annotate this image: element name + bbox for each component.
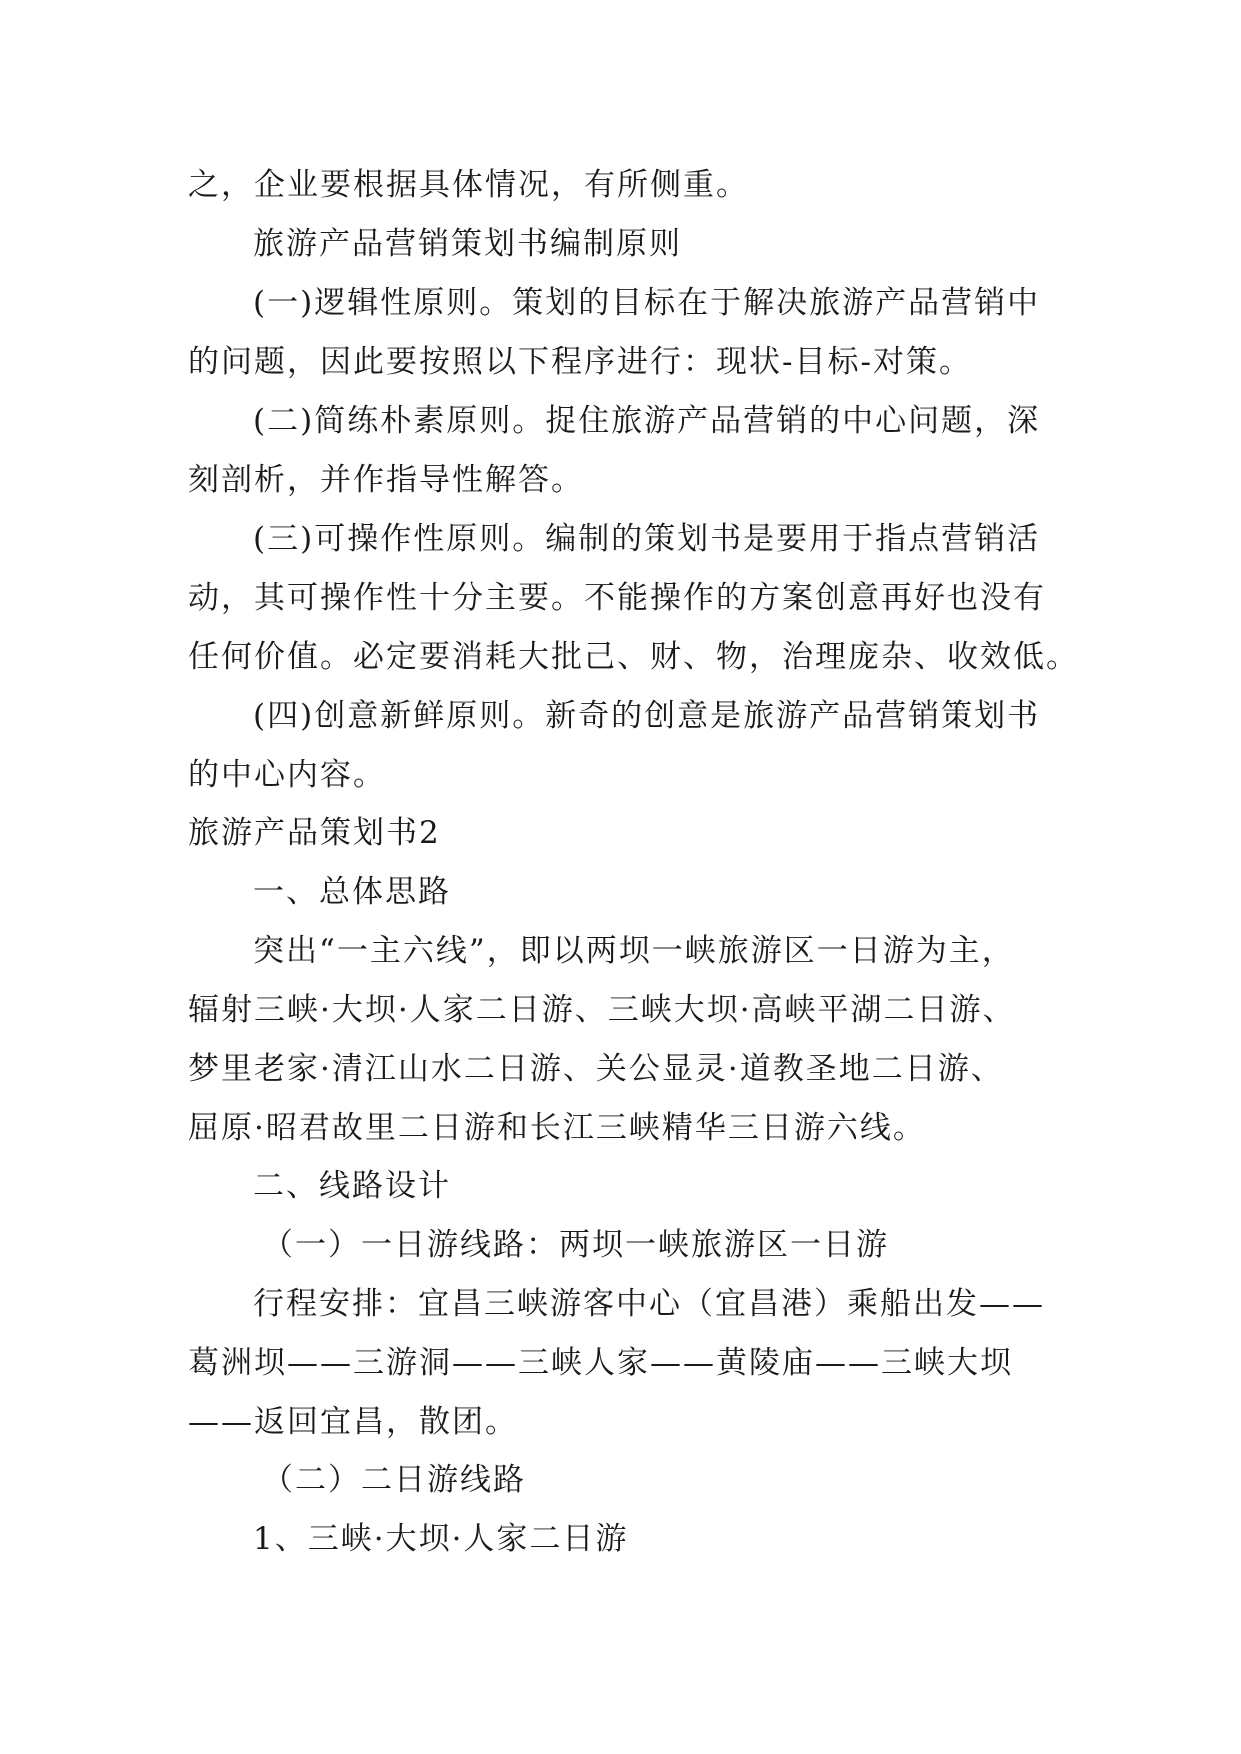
paragraph-line: 行程安排：宜昌三峡游客中心（宜昌港）乘船出发—— [253,1286,1045,1322]
list-item-heading: 1、三峡·大坝·人家二日游 [253,1521,629,1557]
paragraph-line: (四)创意新鲜原则。新奇的创意是旅游产品营销策划书 [253,698,1041,734]
paragraph-line: 葛洲坝——三游洞——三峡人家——黄陵庙——三峡大坝 [188,1345,1013,1381]
document-title: 旅游产品策划书2 [188,815,441,851]
paragraph-line: 突出“一主六线”，即以两坝一峡旅游区一日游为主， [253,933,1015,969]
paragraph-line: (二)简练朴素原则。捉住旅游产品营销的中心问题，深 [253,403,1041,439]
paragraph-line: 之，企业要根据具体情况，有所侧重。 [188,167,749,203]
paragraph-line: 辐射三峡·大坝·人家二日游、三峡大坝·高峡平湖二日游、 [188,992,1016,1028]
paragraph-line: (一)逻辑性原则。策划的目标在于解决旅游产品营销中 [253,285,1041,321]
section-heading: 旅游产品营销策划书编制原则 [253,226,682,262]
paragraph-line: 刻剖析，并作指导性解答。 [188,462,584,498]
paragraph-line: 屈原·昭君故里二日游和长江三峡精华三日游六线。 [188,1110,926,1146]
paragraph-line: 梦里老家·清江山水二日游、关公显灵·道教圣地二日游、 [188,1051,1004,1087]
section-heading: 一、总体思路 [253,874,451,910]
paragraph-line: 任何价值。必定要消耗大批己、财、物，治理庞杂、收效低。 [188,639,1079,675]
paragraph-line: 动，其可操作性十分主要。不能操作的方案创意再好也没有 [188,580,1046,616]
paragraph-line: ——返回宜昌，散团。 [188,1404,518,1440]
paragraph-line: 的问题，因此要按照以下程序进行：现状-目标-对策。 [188,344,972,380]
paragraph-line: (三)可操作性原则。编制的策划书是要用于指点营销活 [253,521,1041,557]
subsection-heading: （二）二日游线路 [262,1462,526,1498]
section-heading: 二、线路设计 [253,1168,451,1204]
subsection-heading: （一）一日游线路：两坝一峡旅游区一日游 [262,1227,889,1263]
paragraph-line: 的中心内容。 [188,757,386,793]
